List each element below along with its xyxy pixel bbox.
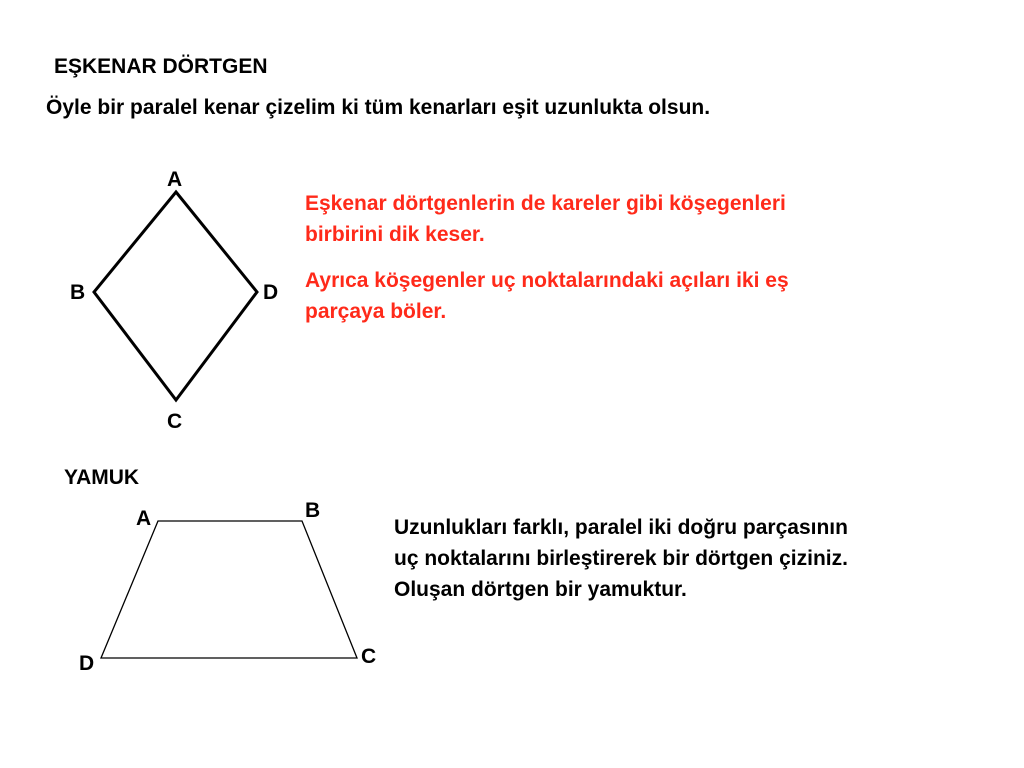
trapezoid-shape	[101, 521, 357, 658]
rhombus-note-line: parçaya böler.	[305, 300, 447, 323]
trapezoid-vertex-d: D	[79, 652, 95, 675]
trapezoid-vertex-c: C	[361, 645, 377, 668]
rhombus-vertex-b: B	[70, 281, 86, 304]
rhombus-vertex-d: D	[263, 281, 279, 304]
rhombus-description: Öyle bir paralel kenar çizelim ki tüm kenarları eşit uzunlukta olsun.	[46, 96, 711, 119]
rhombus-vertex-a: A	[167, 168, 183, 191]
rhombus-note-line: birbirini dik keser.	[305, 223, 485, 246]
rhombus-note-line: Eşkenar dörtgenlerin de kareler gibi köşegenleri	[305, 192, 786, 215]
trapezoid-note	[394, 512, 848, 605]
trapezoid-title: YAMUK	[64, 466, 140, 489]
rhombus-title: EŞKENAR DÖRTGEN	[54, 55, 268, 78]
rhombus-note	[305, 188, 786, 250]
rhombus-vertex-c: C	[167, 410, 183, 433]
trapezoid-vertex-a: A	[136, 507, 152, 530]
trapezoid-note-line: Uzunlukları farklı, paralel iki doğru parçasının	[394, 516, 848, 539]
trapezoid-note-line: Oluşan dörtgen bir yamuktur.	[394, 578, 687, 601]
trapezoid-vertex-b: B	[305, 499, 321, 522]
rhombus-note-line: Ayrıca köşegenler uç noktalarındaki açıları iki eş	[305, 269, 789, 292]
rhombus-note-2	[305, 265, 789, 327]
rhombus-shape	[94, 192, 257, 400]
trapezoid-note-line: uç noktalarını birleştirerek bir dörtgen çiziniz.	[394, 547, 848, 570]
